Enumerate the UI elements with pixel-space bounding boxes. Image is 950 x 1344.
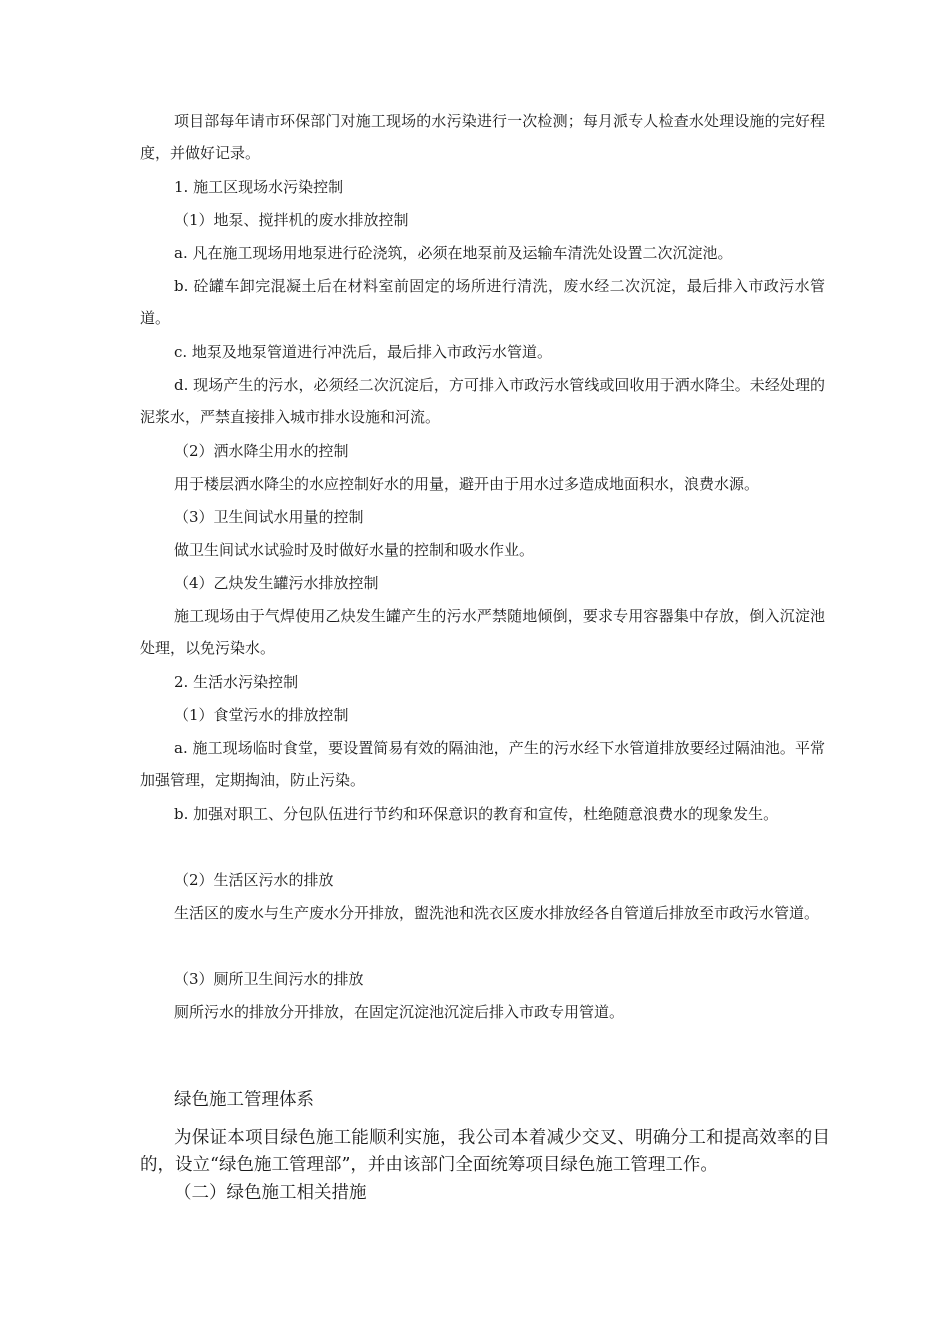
subheading-canteen: （1）食堂污水的排放控制 bbox=[174, 706, 349, 724]
lavatory-text: 厕所污水的排放分开排放，在固定沉淀池沉淀后排入市政专用管道。 bbox=[174, 1003, 625, 1021]
item-b-education: b. 加强对职工、分包队伍进行节约和环保意识的教育和宣传，杜绝随意浪费水的现象发生。 bbox=[174, 805, 779, 823]
toilet-test-text: 做卫生间试水试验时及时做好水量的控制和吸水作业。 bbox=[174, 541, 535, 559]
item-d-sewage: d. 现场产生的污水，必须经二次沉淀后，方可排入市政污水管线或回收用于洒水降尘。未经处理的泥浆水，严禁直接排入城市排水设施和河流。 bbox=[140, 376, 825, 426]
subheading-living-area: （2）生活区污水的排放 bbox=[174, 871, 334, 889]
subheading-dust-water: （2）洒水降尘用水的控制 bbox=[174, 442, 349, 460]
item-a-pump: a. 凡在施工现场用地泵进行砼浇筑，必须在地泵前及运输车清洗处设置二次沉淀池。 bbox=[174, 244, 733, 262]
heading-construction-water-control: 1. 施工区现场水污染控制 bbox=[174, 178, 344, 196]
section-heading: 绿色施工管理体系 bbox=[174, 1090, 314, 1110]
subheading-pump-mixer: （1）地泵、搅拌机的废水排放控制 bbox=[174, 211, 409, 229]
subheading-toilet-test: （3）卫生间试水用量的控制 bbox=[174, 508, 364, 526]
item-c-flush: c. 地泵及地泵管道进行冲洗后，最后排入市政污水管道。 bbox=[174, 343, 552, 361]
heading-domestic-water-control: 2. 生活水污染控制 bbox=[174, 673, 299, 691]
dust-water-text: 用于楼层洒水降尘的水应控制好水的用量，避开由于用水过多造成地面积水，浪费水源。 bbox=[174, 475, 760, 493]
item-b-tanker: b. 砼罐车卸完混凝土后在材料室前固定的场所进行清洗，废水经二次沉淀，最后排入市政污水管道。 bbox=[140, 277, 825, 327]
subheading-acetylene: （4）乙炔发生罐污水排放控制 bbox=[174, 574, 379, 592]
item-a-canteen: a. 施工现场临时食堂，要设置简易有效的隔油池，产生的污水经下水管道排放要经过隔油池。平常加强管理，定期掏油，防止污染。 bbox=[140, 739, 825, 789]
living-area-text: 生活区的废水与生产废水分开排放，盥洗池和洗衣区废水排放经各自管道后排放至市政污水管道。 bbox=[174, 904, 820, 922]
section-subheading: （二）绿色施工相关措施 bbox=[174, 1183, 367, 1203]
intro-paragraph: 项目部每年请市环保部门对施工现场的水污染进行一次检测；每月派专人检查水处理设施的完好程度，并做好记录。 bbox=[140, 112, 825, 162]
subheading-lavatory: （3）厕所卫生间污水的排放 bbox=[174, 970, 364, 988]
acetylene-text: 施工现场由于气焊使用乙炔发生罐产生的污水严禁随地倾倒，要求专用容器集中存放，倒入沉淀池处理，以免污染水。 bbox=[140, 607, 825, 657]
section-body: 为保证本项目绿色施工能顺利实施，我公司本着减少交叉、明确分工和提高效率的目的，设立“绿色施工管理部”，并由该部门全面统筹项目绿色施工管理工作。 bbox=[140, 1128, 830, 1175]
